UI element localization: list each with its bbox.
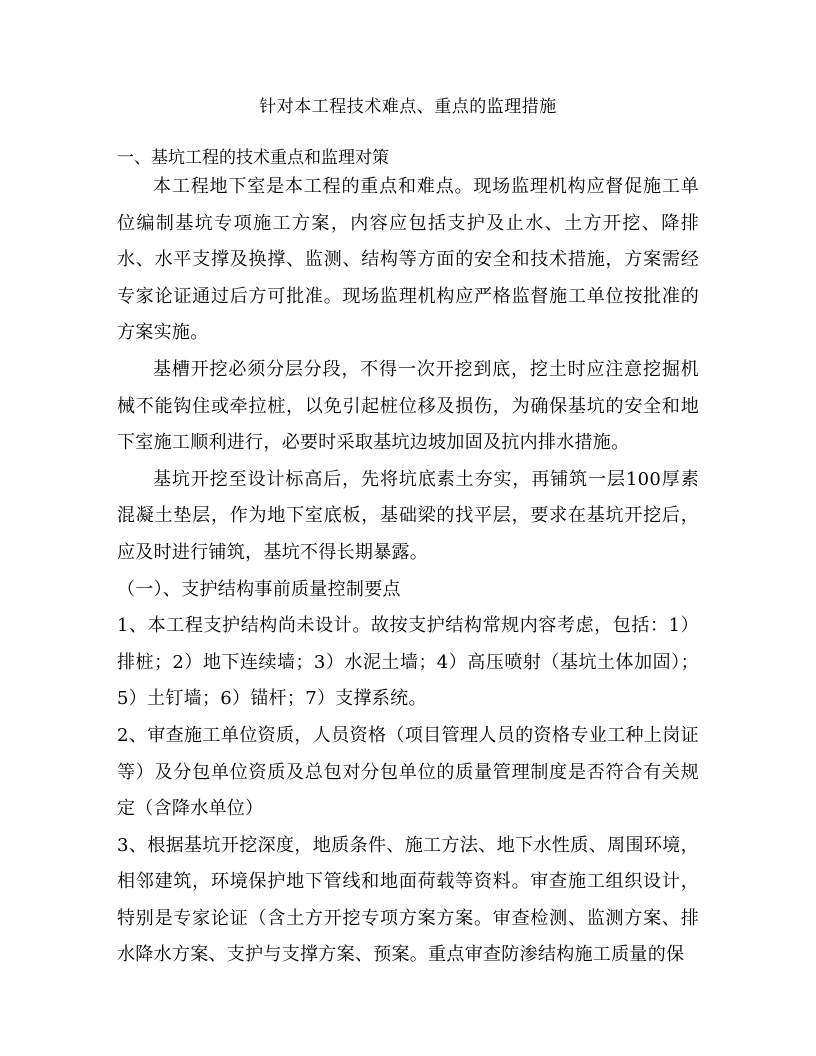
- paragraph-3: 基坑开挖至设计标高后，先将坑底素土夯实，再铺筑一层100厚素混凝土垫层，作为地下室底板，基础梁的找平层，要求在基坑开挖后，应及时进行铺筑，基坑不得长期暴露。: [117, 468, 699, 563]
- document-body: [117, 169, 699, 974]
- subheading: （一）、支护结构事前质量控制要点: [117, 578, 401, 600]
- paragraph-2: 基槽开挖必须分层分段，不得一次开挖到底，挖土时应注意挖掘机械不能钩住或牵拉桩，以免引起桩位移及损伤，为确保基坑的安全和地下室施工顺利进行，必要时采取基坑边坡加固及抗内排水措施。: [117, 358, 699, 454]
- list-item-1: 1、本工程支护结构尚未设计。故按支护结构常规内容考虑，包括：1）排桩；2）地下连续墙；3）水泥土墙；4）高压喷射（基坑土体加固）；5）土钉墙；6）锚杆；7）支撑系统。: [117, 615, 699, 710]
- section-heading: 一、基坑工程的技术重点和监理对策: [117, 148, 389, 168]
- list-item-3: 3、根据基坑开挖深度，地质条件、施工方法、地下水性质、周围环境，相邻建筑，环境保护地下管线和地面荷载等资料。审查施工组织设计，特别是专家论证（含土方开挖专项方案方案。审查检测、监测方案、排水降水方案、支护与支撑方案、预案。重点审查防渗结构施工质量的保: [117, 834, 699, 966]
- document-title: 针对本工程技术难点、重点的监理措施: [259, 97, 557, 117]
- paragraph-1: 本工程地下室是本工程的重点和难点。现场监理机构应督促施工单位编制基坑专项施工方案，内容应包括支护及止水、土方开挖、降排水、水平支撑及换撑、监测、结构等方面的安全和技术措施，方案需经专家论证通过后方可批准。现场监理机构应严格监督施工单位按批准的方案实施。: [117, 176, 699, 344]
- list-item-2: 2、审查施工单位资质，人员资格（项目管理人员的资格专业工种上岗证等）及分包单位资质及总包对分包单位的质量管理制度是否符合有关规定（含降水单位）: [117, 724, 699, 820]
